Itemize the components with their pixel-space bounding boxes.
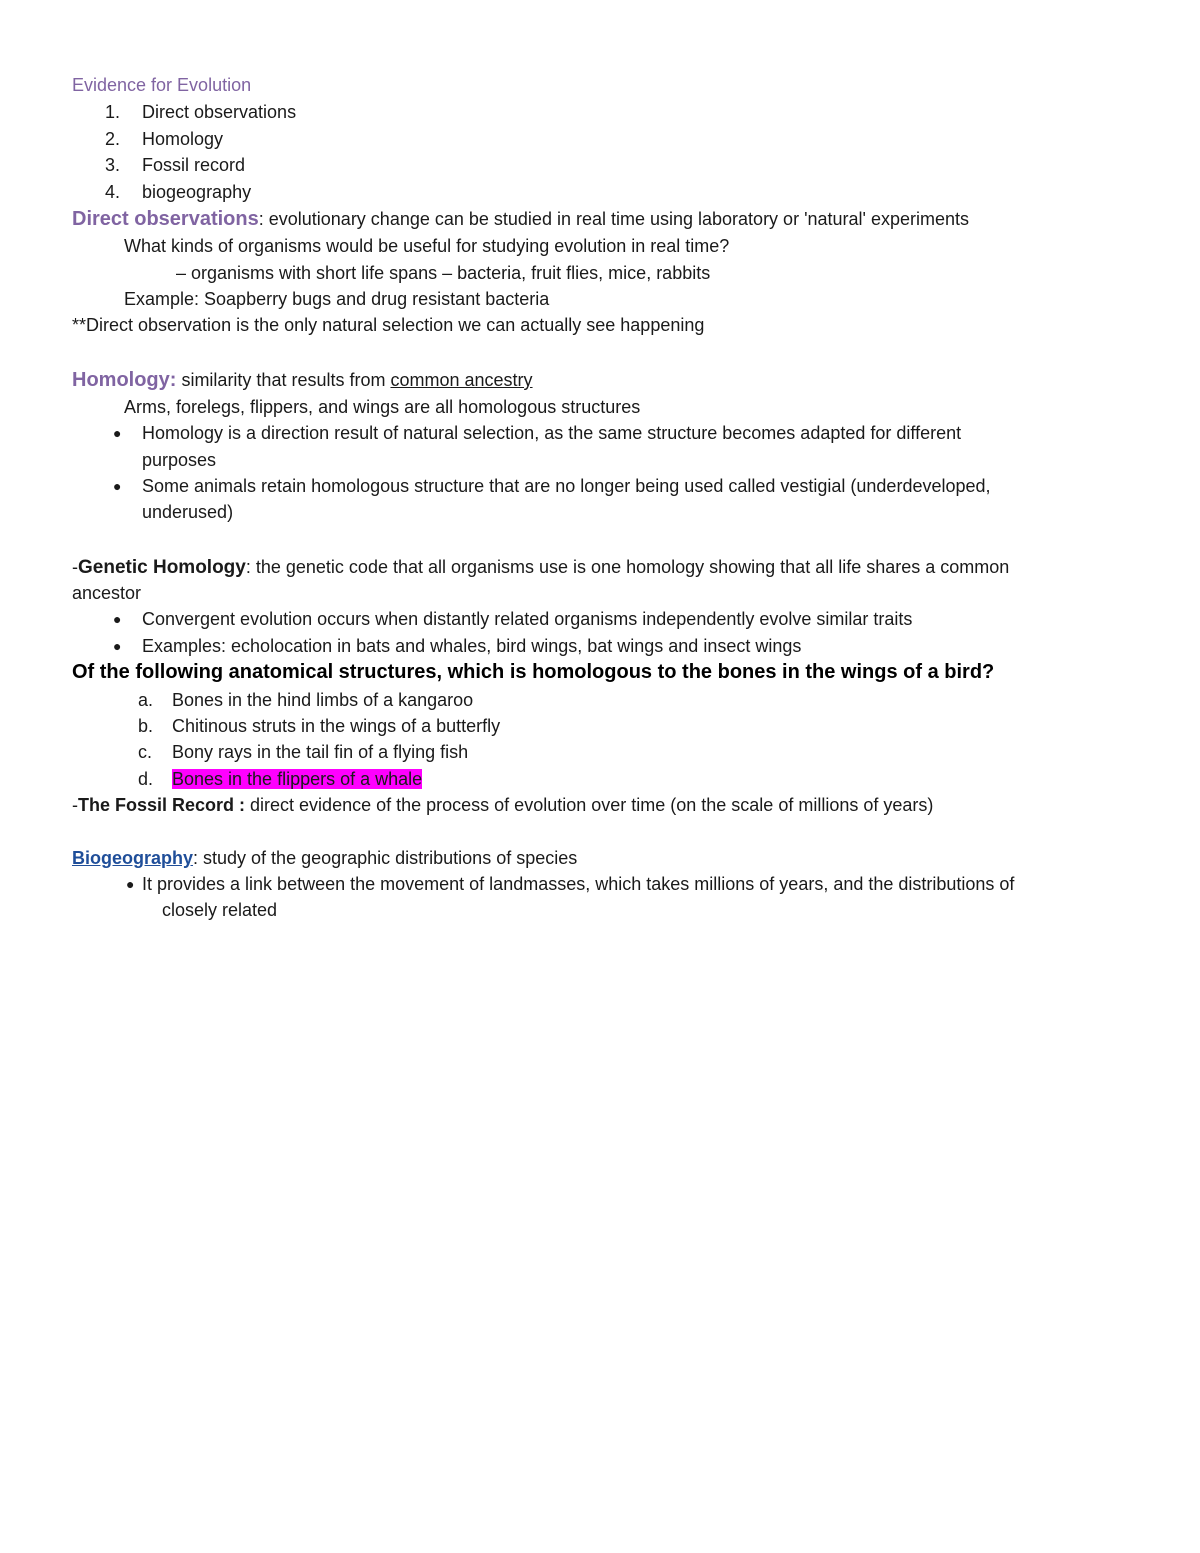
homology-bullet-2: Some animals retain homologous structure that are no longer being used called vestigial (underdeveloped,: [142, 476, 991, 496]
genetic-homology-line: -Genetic Homology: the genetic code that all organisms use is one homology showing that all life shares a common: [72, 557, 1010, 578]
evidence-item-1: 1. Direct observations: [105, 102, 297, 122]
page-title: Evidence for Evolution: [72, 75, 252, 95]
genetic-homology-heading: Genetic Homology: [78, 557, 246, 578]
direct-obs-question: What kinds of organisms would be useful for studying evolution in real time?: [124, 236, 730, 256]
quiz-question: Of the following anatomical structures, which is homologous to the bones in the wings of a bird?: [72, 661, 995, 683]
bullet-icon: ●: [126, 876, 135, 892]
direct-obs-note: **Direct observation is the only natural selection we can actually see happening: [72, 315, 705, 335]
quiz-option-a: a. Bones in the hind limbs of a kangaroo: [138, 690, 474, 710]
biogeography-bullet: It provides a link between the movement of landmasses, which takes millions of years, and the distributions of: [142, 874, 1015, 894]
homology-heading: Homology:: [72, 369, 177, 391]
evidence-item-3: 3. Fossil record: [105, 155, 246, 175]
direct-obs-heading: Direct observations: [72, 208, 259, 230]
quiz-option-c: c. Bony rays in the tail fin of a flying fish: [138, 742, 469, 762]
homology-line: Homology: similarity that results from common ancestry: [72, 369, 533, 391]
biogeography-bullet-cont: closely related: [162, 900, 278, 920]
genetic-homology-cont: ancestor: [72, 583, 142, 603]
fossil-record-heading: The Fossil Record :: [78, 795, 246, 815]
direct-obs-answer: – organisms with short life spans – bacteria, fruit flies, mice, rabbits: [176, 263, 711, 283]
direct-obs-example: Example: Soapberry bugs and drug resistant bacteria: [124, 289, 550, 309]
bullet-icon: ●: [113, 425, 122, 441]
bullet-icon: ●: [113, 611, 122, 627]
bullet-icon: ●: [113, 638, 122, 654]
highlighted-answer: Bones in the flippers of a whale: [172, 769, 423, 789]
homology-bullet-1-cont: purposes: [142, 450, 217, 470]
homology-bullet-2-cont: underused): [142, 502, 234, 522]
direct-obs-line: Direct observations: evolutionary change can be studied in real time using laboratory or 'natural' experiments: [72, 208, 970, 230]
genetic-bullet-2: Examples: echolocation in bats and whales, bird wings, bat wings and insect wings: [142, 636, 802, 656]
evidence-item-4: 4. biogeography: [105, 182, 252, 202]
homology-structures: Arms, forelegs, flippers, and wings are all homologous structures: [124, 397, 641, 417]
quiz-option-d: d. Bones in the flippers of a whale: [138, 769, 423, 789]
bullet-icon: ●: [113, 478, 122, 494]
homology-bullet-1: Homology is a direction result of natural selection, as the same structure becomes adapted for different: [142, 423, 962, 443]
biogeography-heading: Biogeography: [72, 848, 194, 868]
quiz-option-b: b. Chitinous struts in the wings of a butterfly: [138, 716, 501, 736]
genetic-bullet-1: Convergent evolution occurs when distantly related organisms independently evolve similar traits: [142, 609, 913, 629]
biogeography-line: Biogeography: study of the geographic distributions of species: [72, 848, 578, 868]
evidence-item-2: 2. Homology: [105, 129, 224, 149]
fossil-record-line: -The Fossil Record : direct evidence of the process of evolution over time (on the scale of millions of years): [72, 795, 934, 815]
